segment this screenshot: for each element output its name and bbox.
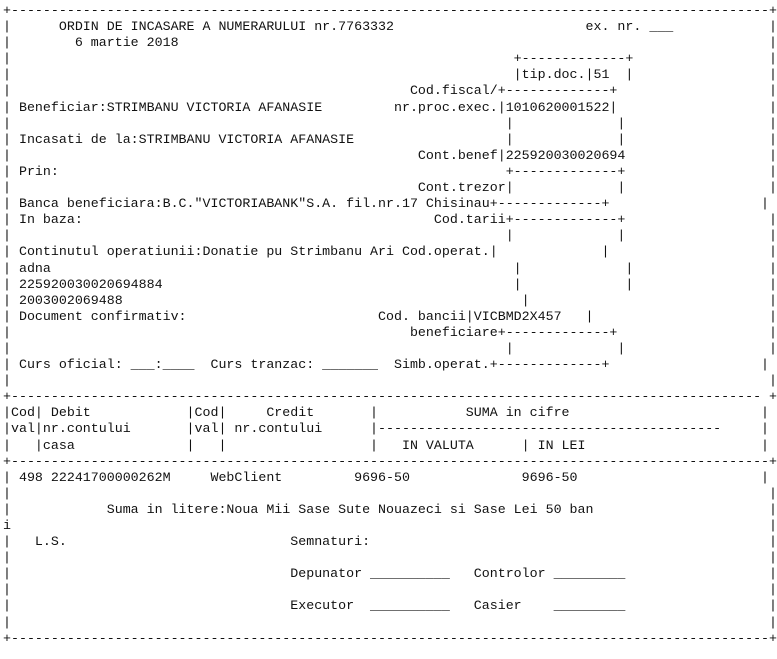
document-line: | | (3, 550, 777, 566)
document-line: | Cod.fiscal/+-------------+ | (3, 83, 777, 99)
document-line: | beneficiare+-------------+ | (3, 324, 777, 340)
document-line: | Suma in litere:Noua Mii Sase Sute Nouazeci si Sase Lei 50 ban | (3, 501, 777, 517)
document-line: | Continutul operatiunii:Donatie pu Strimbanu Ari Cod.operat.| | | (3, 244, 777, 260)
document-line: |val|nr.contului |val| nr.contului |------------------------------------------- | (3, 421, 770, 437)
document-line: |Cod| Debit |Cod| Credit | SUMA in cifre | (3, 405, 770, 421)
document-line: | Cont.trezor| | | (3, 180, 777, 196)
document-line: | Executor __________ Casier _________ | (3, 598, 777, 614)
document-line: | | (3, 614, 777, 630)
document-line: | Incasati de la:STRIMBANU VICTORIA AFANASIE | | | (3, 131, 777, 147)
document-line: | 2003002069488 | | (3, 292, 777, 308)
document-line: +-----------------------------------------------------------------------------------------------+ (3, 3, 777, 18)
document-line: | Cont.benef|225920030020694 | (3, 147, 777, 163)
document-line: | |tip.doc.|51 | | (3, 67, 777, 83)
document-line: | | (3, 373, 777, 389)
document-line: | Prin: +-------------+ | (3, 163, 777, 179)
document-line: | | | | (3, 115, 777, 131)
document-line: | Banca beneficiara:B.C."VICTORIABANK"S.A. fil.nr.17 Chisinau+-------------+ | (3, 196, 770, 212)
document-line: | 225920030020694884 | | | (3, 276, 777, 292)
document-line: | adna | | | (3, 260, 777, 276)
document-line: | Beneficiar:STRIMBANU VICTORIA AFANASIE nr.proc.exec.|1010620001522| | (3, 99, 777, 115)
document-line: i | (3, 518, 777, 533)
document-line: | | | | (3, 228, 777, 244)
document-line: | | (3, 485, 777, 501)
document-line: | 498 22241700000262M WebClient 9696-50 9696-50 | (3, 469, 770, 485)
document-line: | 6 martie 2018 | (3, 35, 777, 51)
document-line: +-----------------------------------------------------------------------------------------------+ (3, 630, 777, 646)
document-line: | Depunator __________ Controlor _________ | (3, 566, 777, 582)
document-line: | L.S. Semnaturi: | (3, 534, 777, 550)
document-line: | | | | (3, 340, 777, 356)
document-line: | |casa | | | IN VALUTA | IN LEI | (3, 437, 770, 453)
document-line: | ORDIN DE INCASARE A NUMERARULUI nr.7763332 ex. nr. ___ | (3, 19, 777, 35)
document-line: | Document confirmativ: Cod. bancii|VICBMD2X457 | | (3, 308, 777, 324)
document-line: | Curs oficial: ___:____ Curs tranzac: _______ Simb.operat.+-------------+ | (3, 357, 770, 373)
document-line: +---------------------------------------------------------------------------------------------- + (3, 389, 777, 405)
document-line: +-----------------------------------------------------------------------------------------------+ (3, 453, 777, 469)
document-line: | In baza: Cod.tarii+-------------+ | (3, 212, 777, 228)
document-line: | +-------------+ | (3, 51, 777, 67)
document-line: | | (3, 582, 777, 598)
